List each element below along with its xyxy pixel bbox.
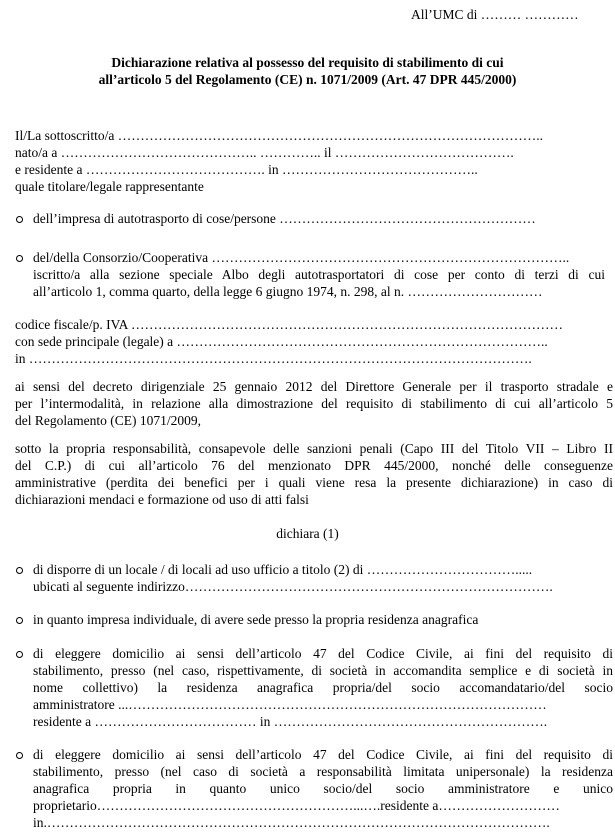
premise-line-2: per l’intermodalità, in relazione alla dimostrazione del requisito di stabilimento di cui all’articolo 5 <box>15 396 613 411</box>
birth-line: nato/a a …………………………………….. ………….. il …………………………………. <box>15 145 514 160</box>
office-in-line: in …………………………………………………………………………………………………. <box>15 351 532 366</box>
responsibility-line-2: del C.P.) di cui all’articolo 76 del menzionato DPR 445/2000, nonché delle conseguenze <box>15 458 613 473</box>
option-circle-icon[interactable] <box>16 255 23 262</box>
partnership-option-line-1: di eleggere domicilio ai sensi dell’articolo 47 del Codice Civile, ai fini del requisito di <box>33 646 613 661</box>
responsibility-line-4: dichiarazioni mendaci e formazione od uso di atti falsi <box>15 492 309 507</box>
partnership-admin-line: amministratore ...………………………………………………………………………………… <box>33 697 547 712</box>
company-option-consortium: del/della Consorzio/Cooperativa …………………………………………………………………….. <box>33 250 570 265</box>
llc-in-line: in.…………………………………………………………………………………………………. <box>33 815 550 830</box>
premises-option-line-1: di disporre di un locale / di locali ad uso ufficio a titolo (2) di ……………………………..... <box>33 562 533 577</box>
role-line: quale titolare/legale rappresentante <box>15 179 204 194</box>
responsibility-line-1: sotto la propria responsabilità, consapevole delle sanzioni penali (Capo III del Titolo VII – Libro II <box>15 441 613 456</box>
registered-office-line: con sede principale (legale) a ……………………………………………………………………….. <box>15 334 548 349</box>
addressee-line: All’UMC di ……… ………… <box>411 7 579 22</box>
premise-line-1: ai sensi del decreto dirigenziale 25 gennaio 2012 del Direttore Generale per il trasporto stradale e <box>15 379 613 394</box>
option-circle-icon[interactable] <box>16 567 23 574</box>
responsibility-line-3: amministrative (perdita dei benefici per i quali viene resa la presente dichiarazione) in caso di <box>15 475 613 490</box>
individual-residence-option: in quanto impresa individuale, di avere sede presso la propria residenza anagrafica <box>33 612 479 627</box>
premises-address-line: ubicati al seguente indirizzo………………………………………………………………………. <box>33 579 553 594</box>
residence-line: e residente a …………………………………. in …………………………………….. <box>15 162 478 177</box>
llc-owner-line: proprietario…………………………………………………...….residente a……………………… <box>33 798 560 813</box>
consortium-law-line: all’articolo 1, comma quarto, della legge 6 giugno 1974, n. 298, al n. ………………………… <box>33 284 543 299</box>
premise-line-3: del Regolamento (CE) 1071/2009, <box>15 413 201 428</box>
option-circle-icon[interactable] <box>16 752 23 759</box>
option-circle-icon[interactable] <box>16 617 23 624</box>
title-line-1: Dichiarazione relativa al possesso del requisito di stabilimento di cui <box>111 55 504 70</box>
partnership-option-line-3: nome collettivo) la residenza anagrafica propria/del socio accomandatario/del socio <box>33 680 613 695</box>
llc-option-line-1: di eleggere domicilio ai sensi dell’articolo 47 del Codice Civile, ai fini del requisito di <box>33 747 613 762</box>
llc-option-line-3: anagrafica propria in quanto unico socio/del socio amministratore e unico <box>33 781 613 796</box>
partnership-residence-line: residente a ……………………………… in ……………………………………………………. <box>33 714 548 729</box>
declares-heading: dichiara (1) <box>276 526 339 541</box>
title-line-2: all’articolo 5 del Regolamento (CE) n. 1071/2009 (Art. 47 DPR 445/2000) <box>98 72 517 87</box>
partnership-option-line-2: stabilimento, presso (nel caso, rispettivamente, di società in accomandita semplice e di società in <box>33 663 613 678</box>
consortium-register-line: iscritto/a alla sezione speciale Albo degli autotrasportatori di cose per conto di terzi di cui <box>33 267 605 282</box>
llc-option-line-2: stabilimento, presso (nel caso di società a responsabilità limitata unipersonale) la residenza <box>33 764 613 779</box>
option-circle-icon[interactable] <box>16 651 23 658</box>
option-circle-icon[interactable] <box>16 216 23 223</box>
company-option-transport: dell’impresa di autotrasporto di cose/persone ………………………………………………… <box>33 211 536 226</box>
fiscal-code-line: codice fiscale/p. IVA …………………………………………………………………………………… <box>15 317 563 332</box>
signatory-name-line: Il/La sottoscritto/a ………………………………………………………………………………….. <box>15 128 543 143</box>
